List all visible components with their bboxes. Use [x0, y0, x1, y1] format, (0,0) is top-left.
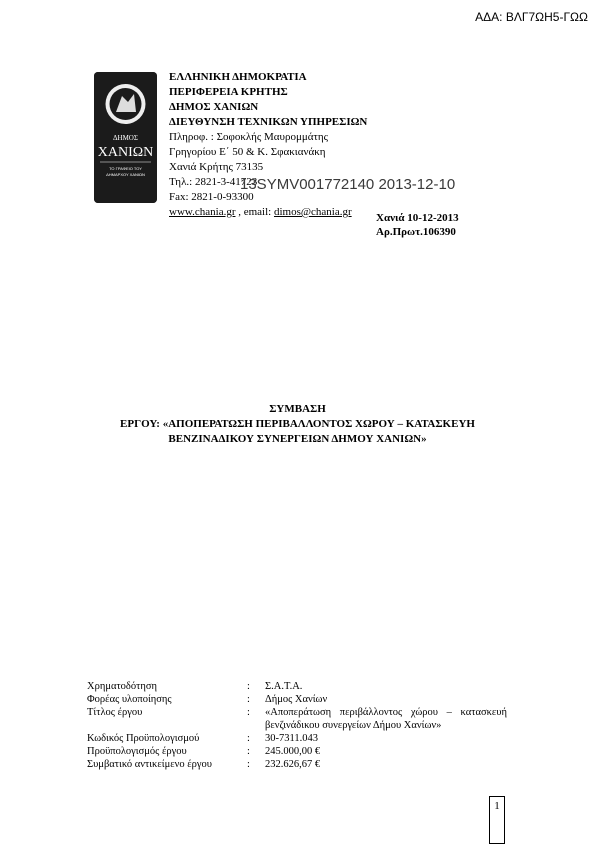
info-colon: : [247, 681, 250, 692]
info-value: 232.626,67 € [265, 759, 321, 770]
logo-big-text: ΧΑΝΙΩΝ [97, 145, 154, 160]
header-contact-person: Πληροφ. : Σοφοκλής Μαυρομμάτης [169, 131, 329, 143]
info-label: Προϋπολογισμός έργου [87, 746, 187, 757]
document-stamp-code: 13SYMV001772140 2013-12-10 [240, 176, 456, 193]
info-label: Χρηματοδότηση [87, 681, 157, 692]
email-link[interactable]: dimos@chania.gr [273, 206, 352, 218]
info-row-funding [87, 680, 507, 693]
title-line-1: ΣΥΜΒΑΣΗ [269, 403, 326, 415]
info-label: Φορέας υλοποίησης [87, 694, 172, 705]
info-colon: : [247, 694, 250, 705]
info-colon: : [247, 746, 250, 757]
header-region: ΠΕΡΙΦΕΡΕΙΑ ΚΡΗΤΗΣ [169, 86, 288, 98]
logo-caption-2: ΔΗΜΑΡΧΟΥ ΧΑΝΙΩΝ [106, 172, 145, 177]
info-value: 245.000,00 € [265, 746, 321, 757]
place-date: Χανιά 10-12-2013 [376, 212, 459, 224]
info-row-title [87, 706, 507, 732]
protocol-number: Αρ.Πρωτ.106390 [376, 226, 456, 238]
header-city: Χανιά Κρήτης 73135 [169, 161, 264, 173]
info-row-budget-code [87, 732, 507, 745]
info-row-body [87, 693, 507, 706]
info-colon: : [247, 759, 250, 770]
logo-emblem-icon [94, 72, 157, 203]
website-link[interactable]: www.chania.gr [169, 206, 236, 218]
email-label: , email: [235, 206, 274, 218]
header-fax: Fax: 2821-0-93300 [169, 191, 254, 203]
info-colon: : [247, 707, 250, 718]
date-block [376, 211, 506, 239]
project-info-table [87, 680, 507, 771]
info-row-budget [87, 745, 507, 758]
header-address: Γρηγορίου Ε΄ 50 & Κ. Σφακιανάκη [169, 146, 326, 158]
header-country: ΕΛΛΗΝΙΚΗ ΔΗΜΟΚΡΑΤΙΑ [169, 71, 307, 83]
info-label: Κωδικός Προϋπολογισμού [87, 733, 200, 744]
title-line-2: ΕΡΓΟΥ: «ΑΠΟΠΕΡΑΤΩΣΗ ΠΕΡΙΒΑΛΛΟΝΤΟΣ ΧΩΡΟΥ – ΚΑΤΑΣΚΕΥΗ [120, 418, 475, 430]
page-number: 1 [489, 796, 505, 844]
info-colon: : [247, 733, 250, 744]
letterhead [169, 70, 489, 220]
info-value: Δήμος Χανίων [265, 694, 328, 705]
info-value: 30-7311.043 [265, 733, 318, 744]
municipality-logo [94, 72, 157, 203]
title-line-3: ΒΕΝΖΙΝΑΔΙΚΟΥ ΣΥΝΕΡΓΕΙΩΝ ΔΗΜΟΥ ΧΑΝΙΩΝ» [168, 433, 427, 445]
info-label: Συμβατικό αντικείμενο έργου [87, 759, 212, 770]
info-value: Σ.Α.Τ.Α. [265, 681, 303, 692]
logo-caption-1: ΤΟ ΓΡΑΦΕΙΟ ΤΟΥ [109, 166, 142, 171]
header-municipality: ΔΗΜΟΣ ΧΑΝΙΩΝ [169, 101, 259, 113]
info-value: «Αποπεράτωση περιβάλλοντος χώρου – κατασκευή βενζινάδικου συνεργείων Δήμου Χανίων» [265, 707, 507, 731]
contract-title [40, 402, 555, 447]
ada-code: ΑΔΑ: ΒΛΓ7ΩΗ5-ΓΩΩ [475, 10, 588, 24]
info-row-contract-value [87, 758, 507, 771]
header-tel: Τηλ.: 2821-3-41723 [169, 176, 258, 188]
header-department: ΔΙΕΥΘΥΝΣΗ ΤΕΧΝΙΚΩΝ ΥΠΗΡΕΣΙΩΝ [169, 116, 368, 128]
logo-small-text: ΔΗΜΟΣ [113, 134, 138, 142]
info-label: Τίτλος έργου [87, 707, 143, 718]
